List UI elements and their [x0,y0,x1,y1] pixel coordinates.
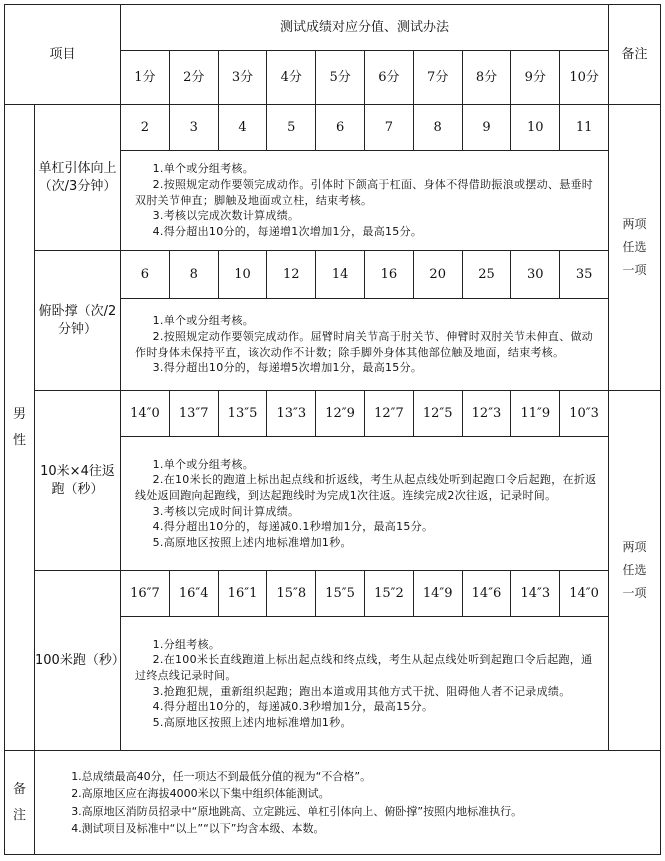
method-line: 1.单个或分组考核。 [152,314,255,328]
value-cell: 16 [365,251,414,299]
footer-note: 1.总成绩最高40分，任一项达不到最低分值的视为“不合格”。 [71,770,372,784]
method-100m [121,617,609,751]
value-cell: 14″9 [413,571,462,617]
method-line: 4.得分超出10分的，每递减0.3秒增加1分，最高15分。 [152,700,434,714]
score-col-1: 1分 [121,51,170,105]
method-pushup [121,299,609,391]
score-col-9: 9分 [511,51,560,105]
footer-note: 3.高原地区消防员招录中“原地跳高、立定跳远、单杠引体向上、俯卧撑”按照内地标准执行。 [71,804,523,818]
value-cell: 14″6 [462,571,511,617]
method-shuttle [121,437,609,571]
value-cell: 30 [511,251,560,299]
gender-cell [5,105,35,751]
value-cell: 10 [218,251,267,299]
method-line: 2.在10米长的跑道上标出起点线和折返线，考生从起点线处听到起跑口令后起跑，在折返线处返回跑向起跑线，到达起跑线时为完成1次往返。连续完成2次往返，记录时间。 [135,473,597,502]
score-col-8: 8分 [462,51,511,105]
method-line: 5.高原地区按照上述内地标准增加1秒。 [152,715,352,729]
value-cell: 12″3 [462,391,511,437]
value-cell: 25 [462,251,511,299]
value-cell: 13″7 [169,391,218,437]
value-cell: 12 [267,251,316,299]
method-line: 2.按照规定动作要领完成动作。屈臂时肩关节高于肘关节、伸臂时双肘关节未伸直、做动作时身体未保持平直，该次动作不计数；除手脚外身体其他部位触及地面，结束考核。 [135,329,594,359]
value-cell: 8 [413,105,462,151]
value-cell: 35 [560,251,609,299]
value-cell: 11″9 [511,391,560,437]
footer-label-char: 注 [12,807,26,823]
gender-char: 男 [12,406,26,422]
value-cell: 12″5 [413,391,462,437]
method-line: 4.得分超出10分的，每递减0.1秒增加1分，最高15分。 [152,520,434,534]
value-cell: 15″5 [316,571,365,617]
value-cell: 7 [365,105,414,151]
value-cell: 13″3 [267,391,316,437]
method-line: 1.分组考核。 [152,637,221,651]
value-cell: 20 [413,251,462,299]
event-name-shuttle: 10米×4往返跑（秒） [35,391,121,571]
value-cell: 16″7 [121,571,170,617]
remark-line: 两项 [622,217,647,232]
event-name-pullup: 单杠引体向上（次/3分钟） [35,105,121,251]
value-cell: 10″3 [560,391,609,437]
value-cell: 4 [218,105,267,151]
score-col-4: 4分 [267,51,316,105]
method-line: 3.抢跑犯规，重新组织起跑；跑出本道或用其他方式干扰、阻碍他人者不记录成绩。 [152,684,571,698]
gender-char: 性 [12,432,26,448]
event-name-100m: 100米跑（秒） [35,571,121,751]
method-line: 5.高原地区按照上述内地标准增加1秒。 [152,535,352,549]
value-cell: 9 [462,105,511,151]
value-cell: 14″3 [511,571,560,617]
value-cell: 13″5 [218,391,267,437]
method-line: 3.得分超出10分的，每递增5次增加1分，最高15分。 [152,361,423,375]
score-col-7: 7分 [413,51,462,105]
value-cell: 12″7 [365,391,414,437]
value-cell: 16″1 [218,571,267,617]
remark-header: 备注 [609,5,661,105]
item-header: 项目 [5,5,121,105]
method-line: 3.考核以完成次数计算成绩。 [152,209,300,223]
value-cell: 14 [316,251,365,299]
value-cell: 2 [121,105,170,151]
value-cell: 15″8 [267,571,316,617]
value-cell: 16″4 [169,571,218,617]
method-line: 2.按照规定动作要领完成动作。引体时下颌高于杠面、身体不得借助振浪或摆动、悬垂时双肘关节伸直；脚触及地面或立柱，结束考核。 [135,178,594,207]
value-cell: 3 [169,105,218,151]
remark-choose-one-a [609,105,661,391]
score-col-10: 10分 [560,51,609,105]
footer-note: 4.测试项目及标准中“以上”“以下”均含本级、本数。 [71,821,325,835]
score-col-2: 2分 [169,51,218,105]
value-cell: 8 [169,251,218,299]
method-pullup [121,151,609,251]
value-cell: 12″9 [316,391,365,437]
footer-notes [35,751,661,855]
scores-title: 测试成绩对应分值、测试办法 [121,5,609,51]
remark-line: 一项 [622,585,647,600]
footer-label [5,751,35,855]
score-col-3: 3分 [218,51,267,105]
footer-label-char: 备 [12,781,26,797]
remark-choose-one-b [609,391,661,751]
method-line: 3.考核以完成时间计算成绩。 [152,504,300,518]
value-cell: 6 [121,251,170,299]
fitness-standards-table [4,4,661,855]
method-line: 1.单个或分组考核。 [152,162,255,176]
value-cell: 15″2 [365,571,414,617]
score-col-5: 5分 [316,51,365,105]
value-cell: 14″0 [560,571,609,617]
remark-line: 两项 [622,540,647,555]
footer-note: 2.高原地区应在海拔4000米以下集中组织体能测试。 [71,787,330,801]
remark-line: 任选 [622,240,647,255]
method-line: 2.在100米长直线跑道上标出起点线和终点线，考生从起点线处听到起跑口令后起跑，通过终点线记录时间。 [135,653,593,682]
value-cell: 11 [560,105,609,151]
remark-line: 一项 [622,262,647,277]
value-cell: 10 [511,105,560,151]
value-cell: 14″0 [121,391,170,437]
method-line: 4.得分超出10分的，每递增1次增加1分，最高15分。 [152,224,423,238]
event-name-pushup: 俯卧撑（次/2分钟） [35,251,121,391]
value-cell: 5 [267,105,316,151]
value-cell: 6 [316,105,365,151]
method-line: 1.单个或分组考核。 [152,457,255,471]
remark-line: 任选 [622,563,647,578]
score-col-6: 6分 [365,51,414,105]
